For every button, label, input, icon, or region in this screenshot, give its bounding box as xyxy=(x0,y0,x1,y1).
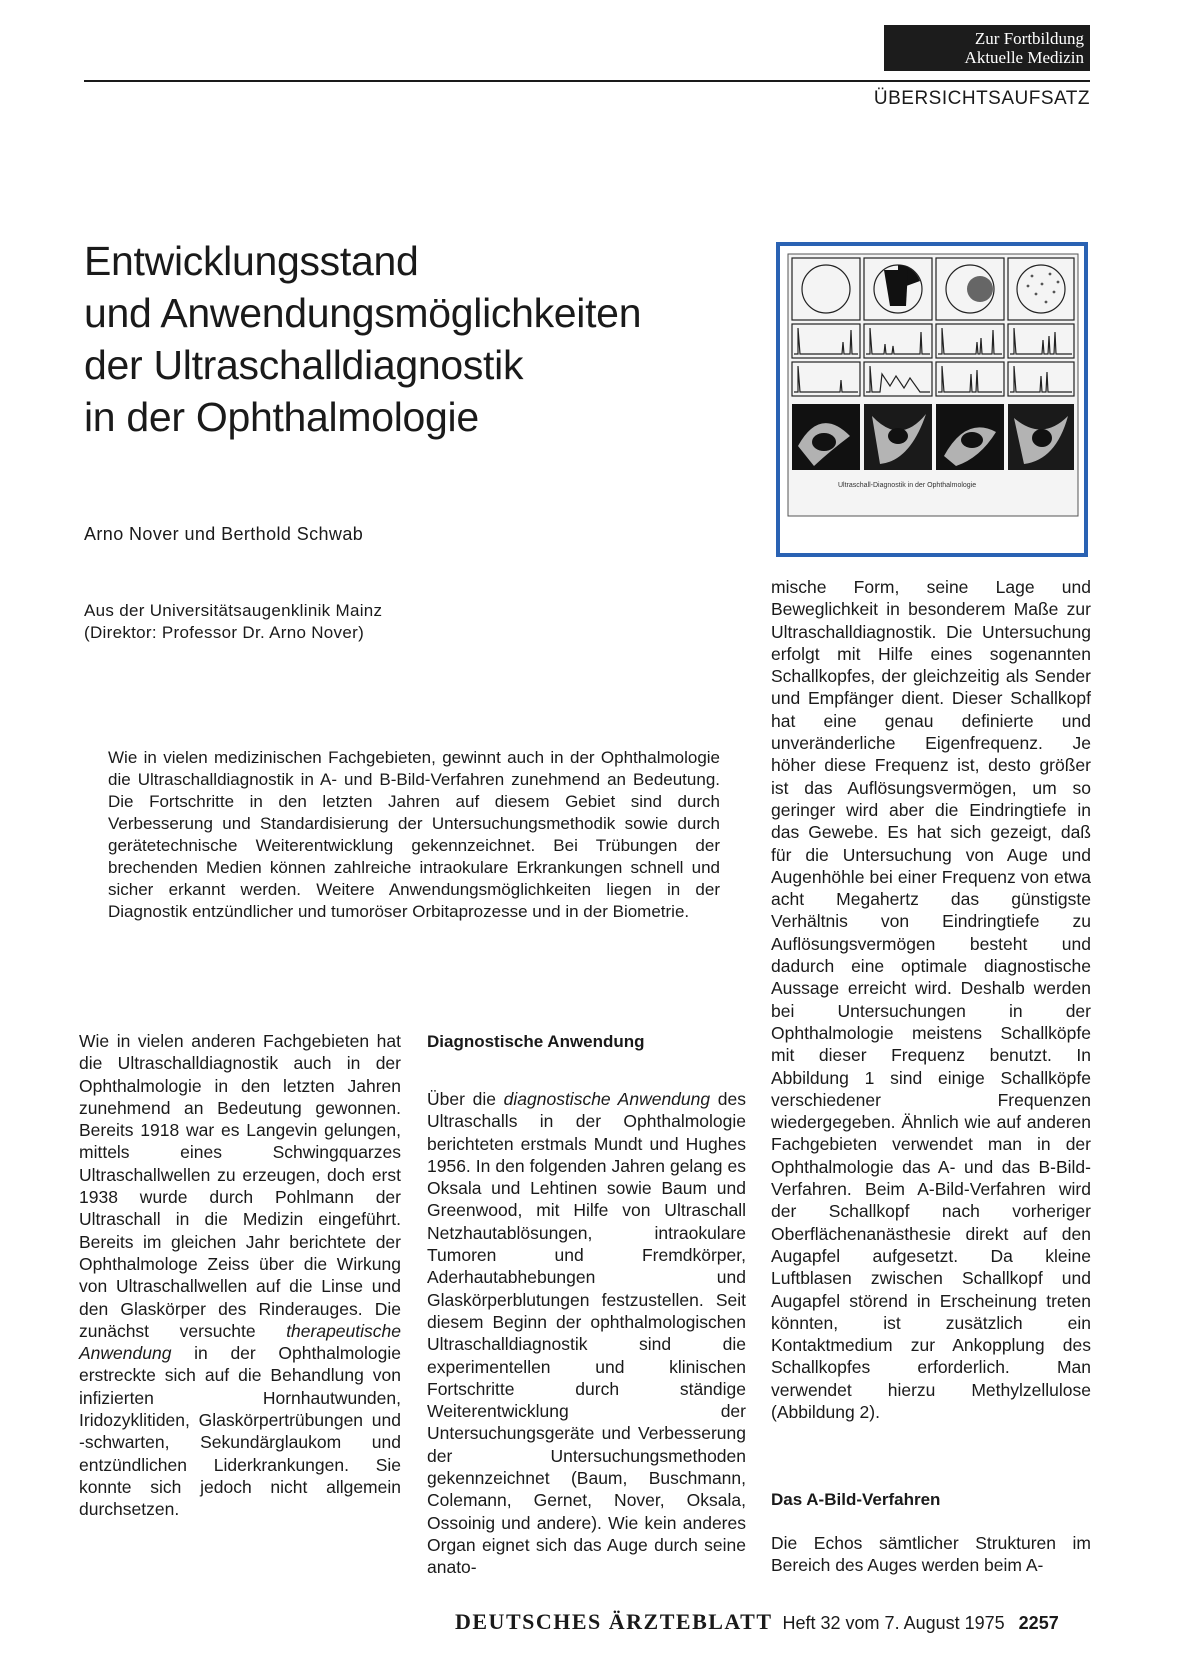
page-number: 2257 xyxy=(1018,1613,1059,1633)
title-line-4: in der Ophthalmologie xyxy=(84,394,479,440)
section-label-line2: Aktuelle Medizin xyxy=(964,48,1084,67)
section-label-line1: Zur Fortbildung xyxy=(974,29,1084,48)
column-1-text xyxy=(79,1030,401,1521)
title-line-2: und Anwendungsmöglichkeiten xyxy=(84,290,642,336)
col2-pre: Über die xyxy=(427,1089,504,1109)
article-title xyxy=(84,235,744,443)
figure-caption: Ultraschall-Diagnostik in der Ophthalmologie xyxy=(838,482,977,489)
issue-info: Heft 32 vom 7. August 1975 xyxy=(782,1613,1005,1633)
title-line-1: Entwicklungsstand xyxy=(84,238,419,284)
col1-part2: in der Ophthalmologie erstreckte sich auf die Behandlung von infizierten Hornhautwunden, Iridozyklitiden, Glaskörpertrübungen und -schwarten, Sekundärglaukom und entzündlichen Liderkrankungen. Sie konnte sich jedoch nicht allgemein durchsetzen. xyxy=(79,1343,401,1520)
heading-diagnostische-anwendung: Diagnostische Anwendung xyxy=(427,1032,645,1051)
col2-post: des Ultraschalls in der Ophthalmologie berichteten erstmals Mundt und Hughes 1956. In den folgenden Jahren gelang es Oksala und Lehtinen sowie Baum und Greenwood, mit Hilfe von Ultraschall Netzhautablösungen, intraokulare Tumoren und Fremdkörper, Aderhautabhebungen und Glaskörperblutungen festzustellen. Seit diesem Beginn der ophthalmologischen Ultraschalldiagnostik sind die experimentellen und klinischen Fortschritte durch ständige Weiterentwicklung der Untersuchungsgeräte und Verbesserung der Untersuchungsmethoden gekennzeichnet (Baum, Buschmann, Colemann, Gernet, Nover, Oksala, Ossoinig und andere). Wie kein anderes Organ eignet sich das Auge durch seine anato- xyxy=(427,1089,747,1578)
section-label-box xyxy=(884,25,1090,71)
abstract: Wie in vielen medizinischen Fachgebieten, gewinnt auch in der Ophthalmologie die Ultraschalldiagnostik in A- und B-Bild-Verfahren zunehmend an Bedeutung. Die Fortschritte in den letzten Jahren auf diesem Gebiet sind durch Verbesserung und Standardisierung der Untersuchungsmethodik sowie durch gerätetechnische Weiterentwicklung gekennzeichnet. Bei Trübungen der brechenden Medien können zahlreiche intraokulare Erkrankungen schnell und sicher erkannt werden. Weitere Anwendungsmöglichkeiten liegen in der Diagnostik entzündlicher und tumoröser Orbitaprozesse und in der Biometrie. xyxy=(108,748,720,921)
title-line-3: der Ultraschalldiagnostik xyxy=(84,342,524,388)
col1-part1: Wie in vielen anderen Fachgebieten hat die Ultraschalldiagnostik auch in der Ophthalmologie in den letzten Jahren zunehmend an Bedeutung gewonnen. Bereits 1918 war es Langevin gelungen, mittels eines Schwingquarzes Ultraschallwellen zu erzeugen, doch erst 1938 wurde durch Pohlmann der Ultraschall in die Medizin eingeführt. Bereits im gleichen Jahr berichtete der Ophthalmologe Zeiss über die Wirkung von Ultraschallwellen auf die Linse und den Glaskörper des Rinderauges. Die zunächst versuchte xyxy=(79,1031,401,1341)
column-3-text: mische Form, seine Lage und Beweglichkeit in besonderem Maße zur Ultraschalldiagnostik. Die Untersuchung erfolgt mit Hilfe eines sogenannten Schallkopfes, der gleichzeitig als Sender und Empfänger dient. Dieser Schallkopf hat eine genau definierte und unveränderliche Eigenfrequenz. Je höher diese Frequenz ist, desto größer ist das Auflösungsvermögen, um so geringer wird aber die Eindringtiefe in das Gewebe. Es hat sich gezeigt, daß für die Untersuchung von Auge und Augenhöhle bei einer Frequenz von etwa acht Megahertz das günstigste Verhältnis von Eindringtiefe zu Auflösungsvermögen besteht und dadurch eine optimale diagnostische Aussage erreicht wird. Deshalb werden bei Untersuchungen in der Ophthalmologie meistens Schallköpfe mit dieser Frequenz benutzt. In Abbildung 1 sind einige Schallköpfe verschiedener Frequenzen wiedergegeben. Ähnlich wie auf anderen Fachgebieten verwendet man in der Ophthalmologie das A- und das B-Bild-Verfahren. Beim A-Bild-Verfahren wird der Schallkopf nach vorheriger Oberflächenanästhesie direkt auf den Augapfel aufgesetzt. Da kleine Luftblasen zwischen Schallkopf und Augapfel störend in Erscheinung treten könnten, ist zusätzlich ein Kontaktmedium zur Ankopplung des Schallkopfes erforderlich. Man verwendet hierzu Methylzellulose (Abbildung 2). xyxy=(771,577,1091,1422)
article-type-label: ÜBERSICHTSAUFSATZ xyxy=(873,88,1090,109)
page-footer xyxy=(455,1609,1059,1635)
affiliation-line1: Aus der Universitätsaugenklinik Mainz xyxy=(84,601,383,620)
affiliation-line2: (Direktor: Professor Dr. Arno Nover) xyxy=(84,623,365,642)
cover-figure xyxy=(776,242,1088,557)
heading-a-bild-verfahren: Das A-Bild-Verfahren xyxy=(771,1490,941,1509)
authors: Arno Nover und Berthold Schwab xyxy=(84,524,364,544)
col1-emphasis: therapeutische Anwendung xyxy=(79,1320,401,1364)
col2-emphasis: diagnostische Anwendung xyxy=(503,1089,711,1109)
journal-name: DEUTSCHES ÄRZTEBLATT xyxy=(455,1609,773,1634)
header-rule xyxy=(84,80,1090,82)
column-2-text xyxy=(427,1088,746,1579)
column-3-last-text: Die Echos sämtlicher Strukturen im Bereich des Auges werden beim A- xyxy=(771,1533,1091,1576)
affiliation xyxy=(84,600,382,644)
